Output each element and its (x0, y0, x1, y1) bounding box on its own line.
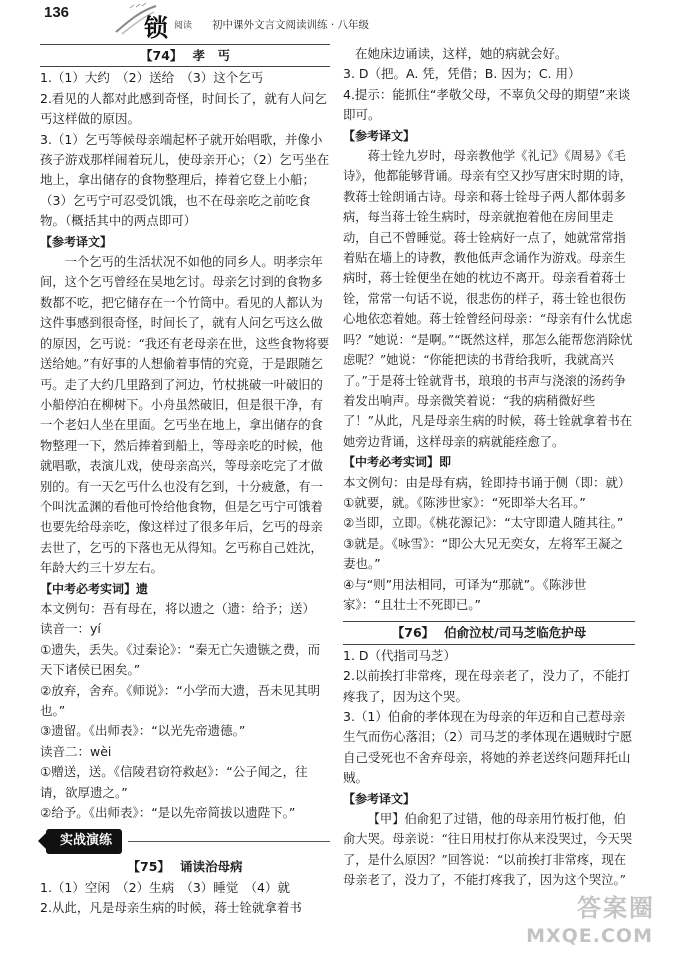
divider (40, 44, 330, 45)
vocab-reading: 读音二：wèi (40, 743, 112, 759)
vocab-heading: 【中考必考实词】遗 (40, 581, 149, 596)
watermark-logo: 答案圈 (577, 894, 655, 922)
vocab-item: ③就是。《咏雪》：“即公大兄无奕女，左将军王凝之妻也。” (343, 535, 624, 572)
divider (343, 644, 635, 645)
vocab-reading: 读音一：yí (40, 621, 101, 637)
item-number: 【74】 (140, 48, 183, 63)
reference-translation: 蒋士铨九岁时，母亲教他学《礼记》《周易》《毛诗》，他都能够背诵。母亲有空又抄写唐宋时期的诗，教蒋士铨朗诵古诗。母亲和蒋士铨母子两人都体弱多病，每当蒋士铨生病时，母亲就抱着他在房间里走动，自己不曾睡觉。蒋士铨病好一点了，她就常常指着贴在墙上的诗教，教他低声念诵作为游戏。母亲生病时，蒋士铨便坐在她的枕边不离开。母亲看着蒋士铨，常常一句话不说，很悲伤的样子，蒋士铨也很伤心地依恋着她。蒋士铨曾经问母亲：“母亲有什么忧虑吗？”她说：“是啊。”“既然这样，那怎么能帮您消除忧虑呢？”她说：“你能把读的书背给我听，我就高兴了。”于是蒋士铨就背书，琅琅的书声与浇滚的汤药争着发出响声。母亲微笑着说：“我的病稍微好些了！”从此，凡是母亲生病的时候，蒋士铨就拿着书在她旁边背诵，这样母亲的病就能痊愈了。 (343, 149, 633, 449)
practice-banner (40, 829, 330, 853)
answer-line: 3.（1）乞丐等候母亲端起杯子就开始唱歌，并像小孩子游戏那样闹着玩儿，使母亲开心；（2）乞丐坐在地上，拿出储存的食物整理后，捧着它登上小船；（3）乞丐宁可忍受饥饿，也不在母亲吃之前吃食物。（概括其中的两点即可） (40, 131, 330, 229)
item-76-title (343, 623, 635, 643)
practice-label: 实战演练 (46, 829, 122, 853)
answer-line: 2.从此，凡是母亲生病的时候，蒋士铨就拿着书 (40, 900, 302, 916)
vocab-example: 本文例句：由是母有病，铨即持书诵于侧（即：就） (343, 474, 631, 490)
watermark-url: MXQE.COM (526, 925, 653, 947)
divider (40, 66, 330, 67)
reference-translation: 【甲】伯俞犯了过错，他的母亲用竹板打他，伯俞大哭。母亲说：“往日用杖打你从来没哭过，今天哭了，是什么原因？”回答说：“以前挨打非常疼，现在母亲老了，没力了，不能打疼我了，因为这个哭泣。” (343, 812, 633, 888)
answer-line: 3.（1）伯俞的孝体现在为母亲的年迈和自己惹母亲生气而伤心落泪；（2）司马芝的孝体现在遇贼时宁愿自己受死也不舍弃母亲，将她的养老送终问题拜托山贼。 (343, 709, 633, 786)
item-74-title (40, 46, 330, 66)
reference-translation-heading: 【参考译文】 (40, 234, 113, 249)
vocab-example: 本文例句：吾有母在，将以遗之（遗：给予；送） (40, 600, 316, 616)
book-title: 初中课外文言文阅读训练 · 八年级 (212, 19, 370, 31)
left-column (40, 44, 330, 919)
item-75-title (40, 857, 330, 877)
reference-translation-heading: 【参考译文】 (343, 128, 416, 143)
answer-line: 2.看见的人都对此感到奇怪，时间长了，就有人问乞丐这样做的原因。 (40, 90, 327, 127)
brand-logo: 锁 (144, 13, 168, 42)
brand-subtitle: 阅读 (174, 21, 193, 31)
item-title-text: 孝 丐 (192, 48, 230, 63)
answer-line: 1.（1）空闲 （2）生病 （3）睡觉 （4）就 (40, 879, 290, 895)
item-number: 【75】 (127, 859, 170, 875)
divider (128, 841, 330, 842)
vocab-item: ④与“则”用法相同，可译为“那就”。《陈涉世家》：“且壮士不死即已。” (343, 576, 587, 612)
vocab-item: ①就要，就。《陈涉世家》：“死即举大名耳。” (343, 494, 586, 510)
vocab-item: ③遗留。《出师表》：“以光先帝遗德。” (40, 723, 246, 739)
right-column (343, 44, 635, 891)
vocab-item: ①遗失，丢失。《过秦论》：“秦无亡矢遗镞之费，而天下诸侯已困矣。” (40, 641, 321, 678)
answer-line: 1.（1）大约 （2）送给 （3）这个乞丐 (40, 70, 264, 86)
divider (343, 621, 635, 622)
item-number: 【76】 (391, 625, 435, 641)
answer-line: 3. D（把。A. 凭，凭借；B. 因为；C. 用） (343, 66, 581, 82)
item-title-text: 伯俞泣杖/司马芝临危护母 (444, 625, 587, 641)
answer-line: 2.以前挨打非常疼，现在母亲老了，没力了，不能打疼我了，因为这个哭。 (343, 668, 630, 704)
item-title-text: 诵读治母病 (179, 859, 243, 875)
reference-translation: 一个乞丐的生活状况不如他的同乡人。明孝宗年间，这个乞丐曾经在吴地乞讨。母亲乞讨到的食物多数都不吃，把它储存在一个竹筒中。看见的人都认为这件事感到很奇怪，时间长了，就有人问乞丐这么做的原因，乞丐说：“我还有老母亲在世，这些食物将要送给她。”有好事的人想偷着事情的究竟，于是跟随乞丐。走了大约几里路到了河边，竹杖挑破一叶破旧的小船停泊在柳树下。小舟虽然破旧，但是很干净，有一个老妇人坐在里面。乞丐坐在地上，拿出储存的食物整理一下，然后捧着到船上，等母亲吃的时候，他就唱歌，表演儿戏，使母亲高兴，等母亲吃完了才做别的。有一天乞丐什么也没有乞到，十分疲惫，有一个叫沈孟渊的看他可怜给他食物，但是乞丐宁可饿着也要先给母亲吃，像这样过了很多年后，乞丐的母亲去世了，乞丐的下落也无从得知。乞丐称自己姓沈，年龄大约三十岁左右。 (40, 255, 330, 576)
vocab-item: ②当即，立即。《桃花源记》：“太守即遣人随其往。” (343, 515, 624, 531)
vocab-heading: 【中考必考实词】即 (343, 455, 452, 470)
answer-line: 4.提示：能抓住“孝敬父母，不辜负父母的期望”来谈即可。 (343, 86, 631, 123)
vocab-item: ②放弃，舍弃。《师说》：“小学而大遗，吾未见其明也。” (40, 682, 321, 718)
page-number: 136 (44, 4, 70, 21)
answer-line: 1. D（代指司马芝） (343, 647, 457, 663)
answer-line: 在她床边诵读，这样，她的病就会好。 (355, 46, 568, 61)
vocab-item: ②给予。《出师表》：“是以先帝简拔以遗陛下。” (40, 805, 296, 821)
vocab-item: ①赠送，送。《信陵君窃符救赵》：“公子闻之，往请，欲厚遗之。” (40, 764, 308, 800)
reference-translation-heading: 【参考译文】 (343, 791, 416, 806)
